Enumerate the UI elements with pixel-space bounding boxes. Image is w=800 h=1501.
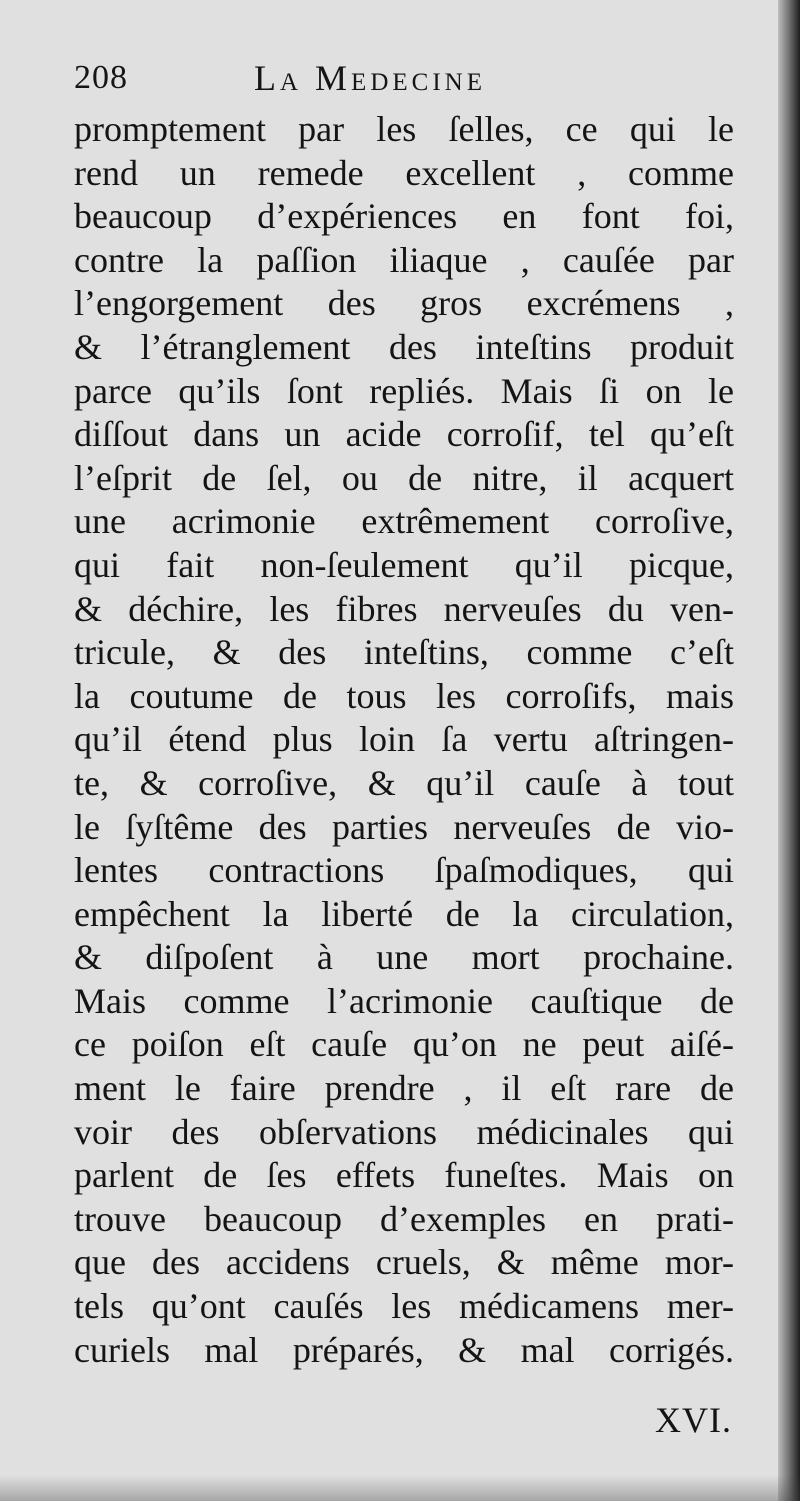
text-line: Mais comme l’acrimonie cauſtique de (74, 980, 734, 1021)
running-head (74, 58, 734, 98)
text-line: & diſpoſent à une mort prochaine. (74, 937, 734, 978)
text-line: te, & corroſive, & qu’il cauſe à tout (74, 762, 734, 803)
text-line: parce qu’ils ſont repliés. Mais ſi on le (74, 370, 734, 411)
text-line: l’eſprit de ſel, ou de nitre, il acquert (74, 457, 734, 498)
text-line: & l’étranglement des inteſtins produit (74, 326, 734, 367)
text-line: que des accidens cruels, & même mor- (74, 1242, 734, 1283)
text-line: contre la paſſion iliaque , cauſée par (74, 239, 734, 280)
text-line: trouve beaucoup d’exemples en prati- (74, 1198, 734, 1239)
text-line: parlent de ſes effets funeſtes. Mais on (74, 1155, 734, 1196)
text-line: empêchent la liberté de la circulation, (74, 893, 734, 934)
text-line: ment le faire prendre , il eſt rare de (74, 1068, 734, 1109)
catchword: XVI. (655, 1400, 732, 1440)
text-line: promptement par les ſelles, ce qui le (74, 109, 734, 149)
text-line: curiels mal préparés, & mal corrigés. (74, 1329, 734, 1370)
text-line: une acrimonie extrêmement corroſive, (74, 501, 734, 542)
page-gutter-shadow (778, 0, 800, 1501)
text-line: le ſyſtême des parties nerveuſes de vio- (74, 806, 734, 847)
text-line: qui fait non-ſeulement qu’il picque, (74, 544, 734, 585)
text-line: diſſout dans un acide corroſif, tel qu’eſt (74, 414, 734, 455)
text-line: qu’il étend plus loin ſa vertu aſtringen- (74, 719, 734, 760)
text-line: rend un remede excellent , comme (74, 152, 734, 193)
text-line: voir des obſervations médicinales qui (74, 1111, 734, 1152)
header-title: La Medecine (254, 58, 486, 98)
text-line: l’engorgement des gros excrémens , (74, 283, 734, 324)
text-line: & déchire, les fibres nerveuſes du ven- (74, 588, 734, 629)
text-line: la coutume de tous les corroſifs, mais (74, 675, 734, 716)
text-line: tricule, & des inteſtins, comme c’eſt (74, 632, 734, 673)
page-bottom-shadow (0, 1475, 800, 1501)
text-line: lentes contractions ſpaſmodiques, qui (74, 850, 734, 891)
text-line: beaucoup d’expériences en font foi, (74, 196, 734, 237)
body-text (74, 108, 734, 1372)
page-number: 208 (74, 59, 128, 96)
text-line: ce poiſon eſt cauſe qu’on ne peut aiſé- (74, 1024, 734, 1065)
text-line: tels qu’ont cauſés les médicamens mer- (74, 1286, 734, 1327)
